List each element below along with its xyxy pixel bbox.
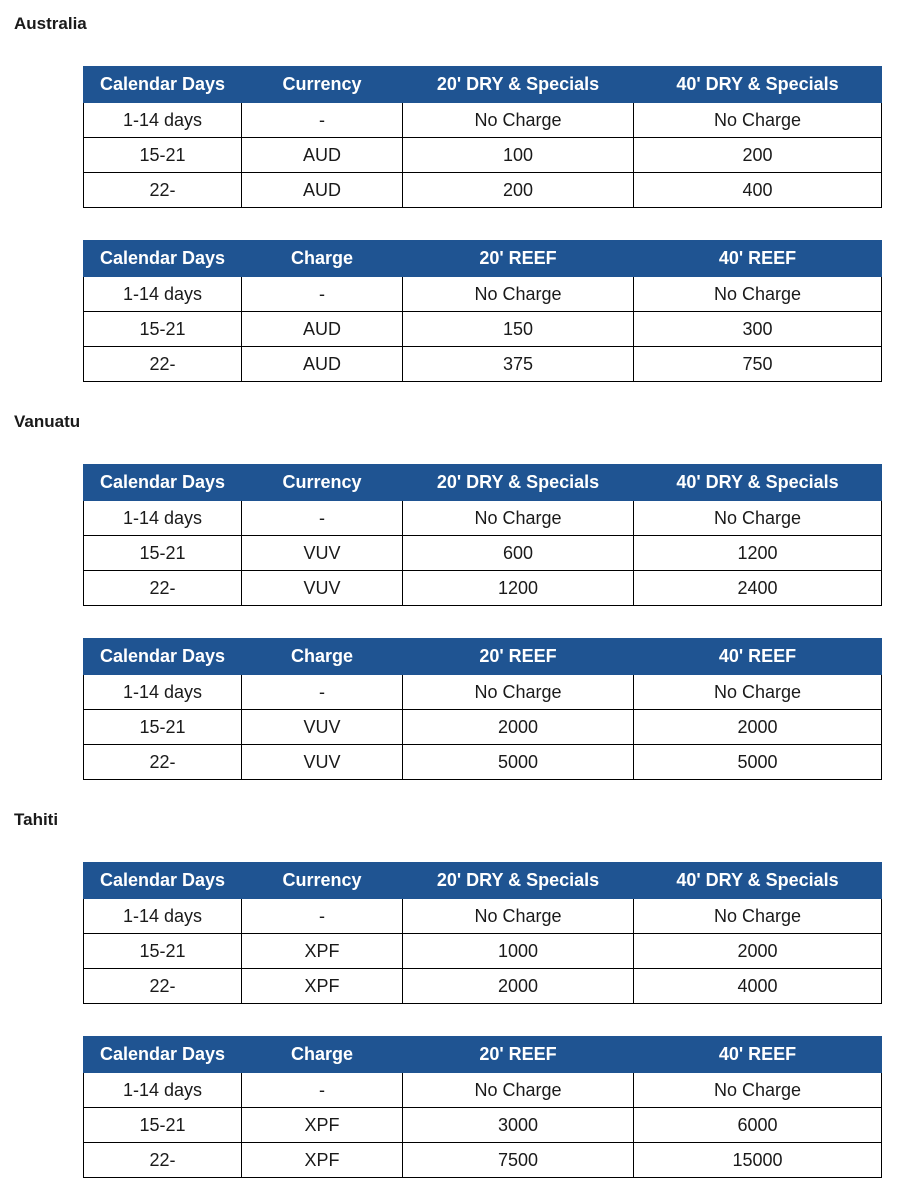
table-row <box>84 501 882 536</box>
cell-40ft: No Charge <box>634 675 882 710</box>
cell-20ft: 1200 <box>403 571 634 606</box>
tahiti-dry-table <box>83 862 882 1004</box>
header-20-reef: 20' REEF <box>403 639 634 675</box>
cell-40ft: 750 <box>634 347 882 382</box>
table-header-row <box>84 639 882 675</box>
header-40-reef: 40' REEF <box>634 639 882 675</box>
cell-20ft: No Charge <box>403 103 634 138</box>
cell-days: 1-14 days <box>84 899 242 934</box>
australia-dry-table <box>83 66 882 208</box>
cell-20ft: 2000 <box>403 710 634 745</box>
cell-40ft: 5000 <box>634 745 882 780</box>
table-row <box>84 312 882 347</box>
cell-20ft: No Charge <box>403 501 634 536</box>
section-title-vanuatu: Vanuatu <box>14 412 81 431</box>
cell-40ft: No Charge <box>634 277 882 312</box>
header-40-reef: 40' REEF <box>634 1037 882 1073</box>
cell-days: 22- <box>84 173 242 208</box>
table-row <box>84 138 882 173</box>
vanuatu-reef-table <box>83 638 882 780</box>
table-header-row <box>84 863 882 899</box>
header-calendar-days: Calendar Days <box>84 863 242 899</box>
table-row <box>84 571 882 606</box>
cell-20ft: 3000 <box>403 1108 634 1143</box>
header-40-dry: 40' DRY & Specials <box>634 67 882 103</box>
cell-40ft: 2400 <box>634 571 882 606</box>
cell-40ft: 1200 <box>634 536 882 571</box>
header-20-dry: 20' DRY & Specials <box>403 67 634 103</box>
header-charge: Charge <box>242 639 403 675</box>
header-20-dry: 20' DRY & Specials <box>403 465 634 501</box>
table-row <box>84 536 882 571</box>
cell-currency: XPF <box>242 969 403 1004</box>
cell-charge: VUV <box>242 745 403 780</box>
cell-20ft: 100 <box>403 138 634 173</box>
header-calendar-days: Calendar Days <box>84 1037 242 1073</box>
header-calendar-days: Calendar Days <box>84 639 242 675</box>
table-row <box>84 745 882 780</box>
table-header-row <box>84 241 882 277</box>
cell-40ft: No Charge <box>634 1073 882 1108</box>
cell-charge: XPF <box>242 1108 403 1143</box>
header-40-dry: 40' DRY & Specials <box>634 863 882 899</box>
cell-20ft: No Charge <box>403 675 634 710</box>
cell-currency: AUD <box>242 173 403 208</box>
cell-40ft: No Charge <box>634 501 882 536</box>
cell-20ft: 7500 <box>403 1143 634 1178</box>
header-20-reef: 20' REEF <box>403 241 634 277</box>
cell-days: 22- <box>84 347 242 382</box>
header-charge: Charge <box>242 1037 403 1073</box>
table-row <box>84 969 882 1004</box>
table-row <box>84 899 882 934</box>
cell-charge: AUD <box>242 312 403 347</box>
cell-40ft: No Charge <box>634 103 882 138</box>
cell-currency: - <box>242 501 403 536</box>
cell-20ft: 2000 <box>403 969 634 1004</box>
cell-currency: VUV <box>242 536 403 571</box>
header-calendar-days: Calendar Days <box>84 465 242 501</box>
cell-days: 15-21 <box>84 710 242 745</box>
cell-currency: - <box>242 103 403 138</box>
cell-currency: - <box>242 899 403 934</box>
cell-days: 15-21 <box>84 934 242 969</box>
cell-40ft: 15000 <box>634 1143 882 1178</box>
header-40-reef: 40' REEF <box>634 241 882 277</box>
cell-40ft: 200 <box>634 138 882 173</box>
cell-currency: XPF <box>242 934 403 969</box>
table-row <box>84 173 882 208</box>
section-title-tahiti: Tahiti <box>14 810 59 829</box>
table-row <box>84 1143 882 1178</box>
cell-days: 15-21 <box>84 536 242 571</box>
vanuatu-dry-table <box>83 464 882 606</box>
cell-days: 15-21 <box>84 138 242 173</box>
cell-20ft: 150 <box>403 312 634 347</box>
cell-days: 22- <box>84 969 242 1004</box>
header-currency: Currency <box>242 863 403 899</box>
header-calendar-days: Calendar Days <box>84 67 242 103</box>
header-20-reef: 20' REEF <box>403 1037 634 1073</box>
cell-days: 22- <box>84 1143 242 1178</box>
cell-20ft: 200 <box>403 173 634 208</box>
cell-40ft: 400 <box>634 173 882 208</box>
cell-40ft: 2000 <box>634 710 882 745</box>
table-row <box>84 103 882 138</box>
table-row <box>84 277 882 312</box>
cell-charge: - <box>242 675 403 710</box>
cell-currency: VUV <box>242 571 403 606</box>
cell-days: 15-21 <box>84 1108 242 1143</box>
cell-days: 1-14 days <box>84 675 242 710</box>
cell-20ft: 375 <box>403 347 634 382</box>
cell-20ft: No Charge <box>403 277 634 312</box>
cell-charge: - <box>242 277 403 312</box>
cell-40ft: 6000 <box>634 1108 882 1143</box>
table-header-row <box>84 465 882 501</box>
section-title-australia: Australia <box>14 14 87 33</box>
table-row <box>84 710 882 745</box>
header-currency: Currency <box>242 465 403 501</box>
header-charge: Charge <box>242 241 403 277</box>
cell-40ft: 300 <box>634 312 882 347</box>
cell-currency: AUD <box>242 138 403 173</box>
table-row <box>84 675 882 710</box>
cell-charge: AUD <box>242 347 403 382</box>
cell-20ft: 1000 <box>403 934 634 969</box>
cell-40ft: 4000 <box>634 969 882 1004</box>
cell-days: 15-21 <box>84 312 242 347</box>
cell-charge: - <box>242 1073 403 1108</box>
cell-days: 1-14 days <box>84 103 242 138</box>
cell-days: 1-14 days <box>84 1073 242 1108</box>
table-row <box>84 347 882 382</box>
cell-20ft: 600 <box>403 536 634 571</box>
cell-20ft: No Charge <box>403 1073 634 1108</box>
table-header-row <box>84 1037 882 1073</box>
table-header-row <box>84 67 882 103</box>
header-20-dry: 20' DRY & Specials <box>403 863 634 899</box>
cell-40ft: No Charge <box>634 899 882 934</box>
cell-days: 1-14 days <box>84 501 242 536</box>
cell-days: 1-14 days <box>84 277 242 312</box>
cell-40ft: 2000 <box>634 934 882 969</box>
cell-20ft: 5000 <box>403 745 634 780</box>
table-row <box>84 1073 882 1108</box>
cell-charge: XPF <box>242 1143 403 1178</box>
table-row <box>84 934 882 969</box>
tahiti-reef-table <box>83 1036 882 1178</box>
cell-20ft: No Charge <box>403 899 634 934</box>
table-row <box>84 1108 882 1143</box>
cell-days: 22- <box>84 745 242 780</box>
cell-charge: VUV <box>242 710 403 745</box>
australia-reef-table <box>83 240 882 382</box>
header-currency: Currency <box>242 67 403 103</box>
header-calendar-days: Calendar Days <box>84 241 242 277</box>
header-40-dry: 40' DRY & Specials <box>634 465 882 501</box>
cell-days: 22- <box>84 571 242 606</box>
